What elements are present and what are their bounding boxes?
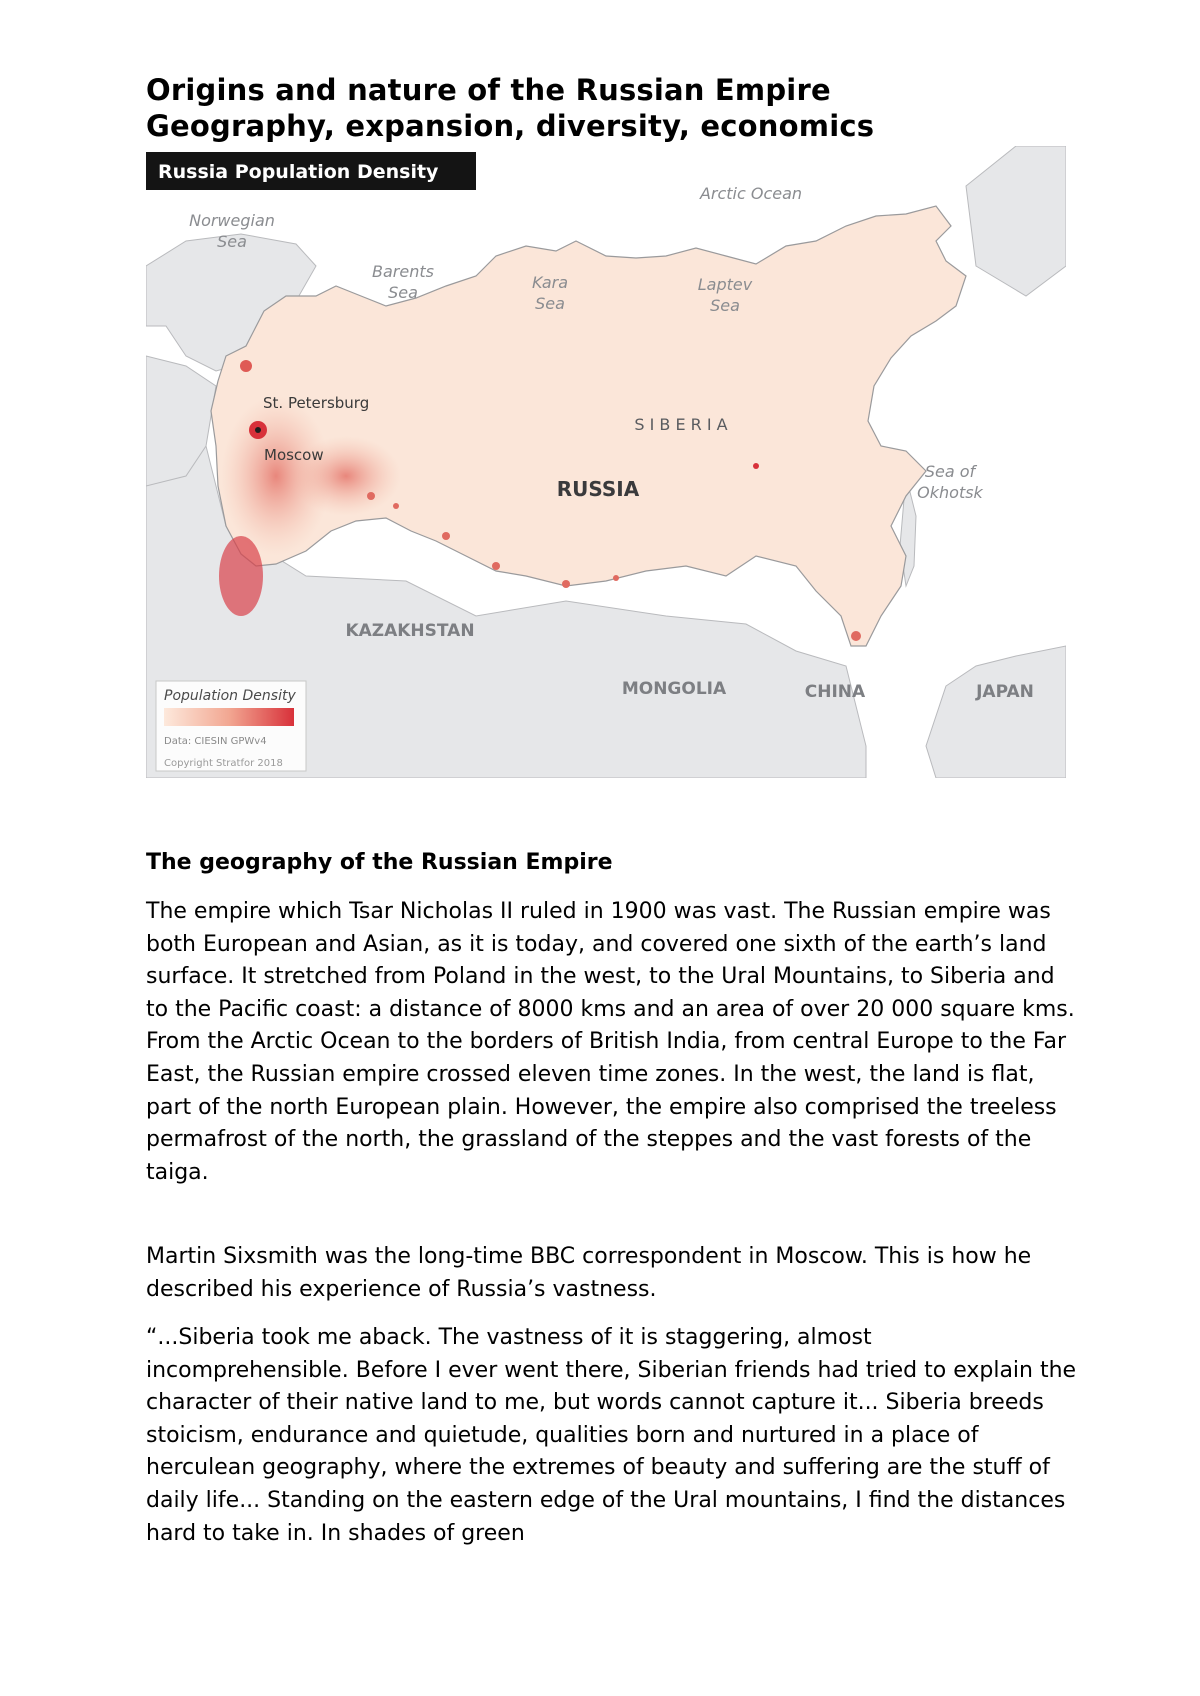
density-dot xyxy=(393,503,399,509)
label-barents-sea-2: Sea xyxy=(388,283,418,302)
density-dot xyxy=(442,532,450,540)
section-heading: The geography of the Russian Empire xyxy=(146,850,613,875)
label-barents-sea-1: Barents xyxy=(372,262,434,281)
legend-copyright: Copyright Stratfor 2018 xyxy=(164,758,283,769)
label-laptev-sea-2: Sea xyxy=(710,296,740,315)
legend-title: Population Density xyxy=(164,688,296,704)
label-arctic-ocean: Arctic Ocean xyxy=(699,184,803,203)
density-south xyxy=(219,536,263,616)
paragraph-geography: The empire which Tsar Nicholas II ruled in 1900 was vast. The Russian empire was both European and Asian, as it is today, and covered one sixth of the earth’s land surface. It stretched from Poland in the west, to the Ural Mountains, to Siberia and to the Pacific coast: a distance of 8000 kms and an area of over 20 000 square kms. From the Arctic Ocean to the borders of British India, from central Europe to the Far East, the Russian empire crossed eleven time zones. In the west, the land is flat, part of the north European plain. However, the empire also comprised the treeless permafrost of the north, the grassland of the steppes and the vast forests of the taiga. xyxy=(146,899,1075,1185)
label-norwegian-sea-2: Sea xyxy=(217,232,247,251)
label-kara-sea-1: Kara xyxy=(531,273,569,292)
label-siberia: S I B E R I A xyxy=(634,415,728,434)
label-japan: JAPAN xyxy=(976,682,1034,702)
label-laptev-sea-1: Laptev xyxy=(697,275,753,294)
label-moscow: Moscow xyxy=(264,446,324,464)
map-svg xyxy=(146,146,1066,778)
stpetersburg-dense xyxy=(240,360,252,372)
density-dot xyxy=(613,575,619,581)
map-banner-text: Russia Population Density xyxy=(158,161,439,183)
legend-color-ramp xyxy=(164,708,294,726)
title-line-1: Origins and nature of the Russian Empire xyxy=(146,73,831,107)
label-st-petersburg: St. Petersburg xyxy=(263,394,370,412)
label-mongolia: MONGOLIA xyxy=(621,679,727,699)
map-legend xyxy=(156,681,306,771)
label-russia: RUSSIA xyxy=(556,477,640,501)
label-kazakhstan: KAZAKHSTAN xyxy=(345,621,475,641)
label-norwegian-sea-1: Norwegian xyxy=(189,211,275,230)
population-density-map xyxy=(146,146,1066,778)
label-okhotsk-sea-1: Sea of xyxy=(924,462,976,481)
title-line-2: Geography, expansion, diversity, economics xyxy=(146,109,875,143)
density-dot xyxy=(562,580,570,588)
label-china: CHINA xyxy=(804,682,866,702)
density-dot xyxy=(753,463,759,469)
paragraph-sixsmith-intro: Martin Sixsmith was the long-time BBC correspondent in Moscow. This is how he described his experience of Russia’s vastness. xyxy=(146,1244,1032,1302)
label-okhotsk-sea-2: Okhotsk xyxy=(917,483,983,502)
label-kara-sea-2: Sea xyxy=(535,294,565,313)
density-dot xyxy=(367,492,375,500)
density-dot xyxy=(851,631,861,641)
paragraph-sixsmith-quote: “...Siberia took me aback. The vastness of it is staggering, almost incomprehensible. Before I ever went there, Siberian friends had tried to explain the character of their native land to me, but words cannot capture it... Siberia breeds stoicism, endurance and quietude, qualities born and nurtured in a place of herculean geography, where the extremes of beauty and suffering are the stuff of daily life... Standing on the eastern edge of the Ural mountains, I find the distances hard to take in. In shades of green xyxy=(146,1325,1077,1546)
moscow-marker xyxy=(255,427,261,433)
legend-data-source: Data: CIESIN GPWv4 xyxy=(164,736,267,747)
page-title xyxy=(146,72,1106,144)
density-dot xyxy=(492,562,500,570)
